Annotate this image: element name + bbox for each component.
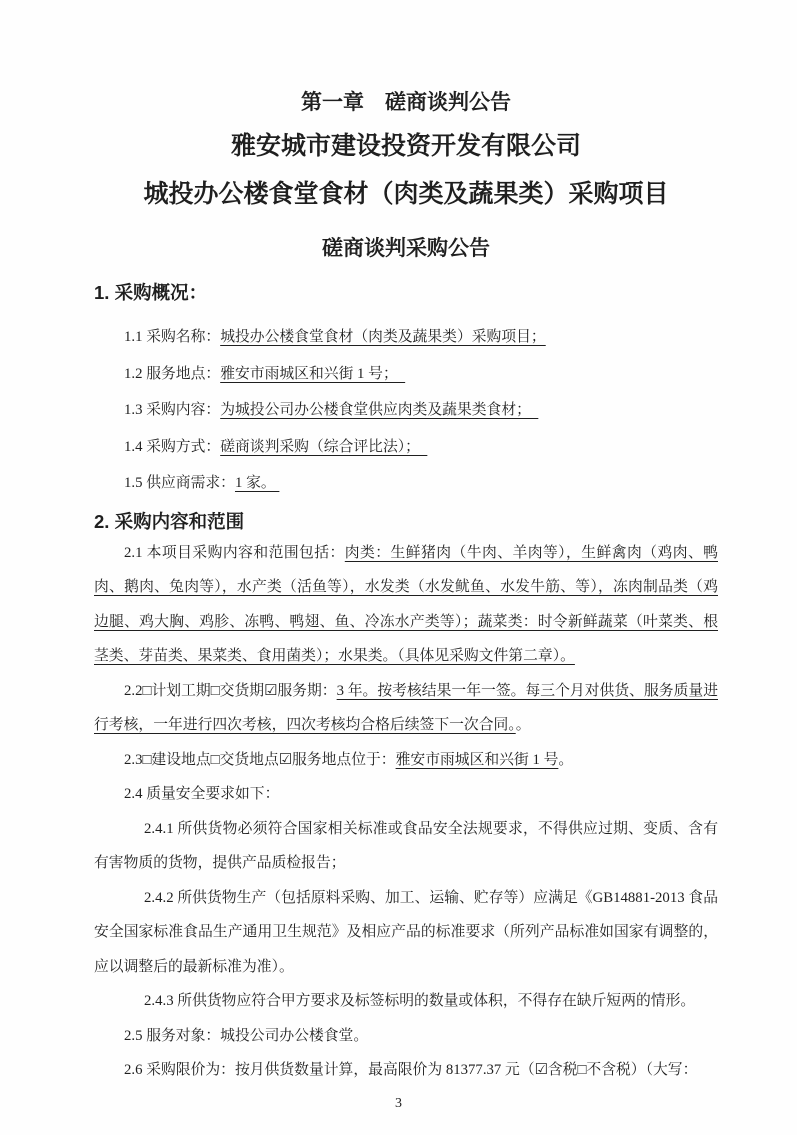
overview-item-service-location xyxy=(94,356,718,393)
overview-item-supplier-demand xyxy=(94,465,718,502)
overview-item-purchase-name xyxy=(94,319,718,356)
item-label: 1.1 采购名称： xyxy=(124,329,221,345)
paragraph-label-with-checkboxes: 2.3□建设地点□交货地点☑服务地点位于： xyxy=(124,751,396,768)
paragraph-suffix: 。 xyxy=(515,717,531,733)
paragraph-value-underlined: 肉类：生鲜猪肉（牛肉、羊肉等），生鲜禽肉（鸡肉、鸭肉、鹅肉、兔肉等），水产类（活鱼等），水发类（水发鱿鱼、水发牛筋、等），冻肉制品类（鸡边腿、鸡大胸、鸡胗、冻鸭、鸭翅、鱼、冷冻水产类等）；蔬菜类：时令新鲜蔬菜（叶菜类、根茎类、芽苗类、果菜类、食用菌类）；水果类。（具体见采购文件第二章）。 xyxy=(94,544,718,664)
item-value-underlined: 磋商谈判采购（综合评比法）； xyxy=(220,438,428,455)
item-value-underlined: 1 家。 xyxy=(234,475,280,491)
item-value-underlined: 雅安市雨城区和兴街 1 号； xyxy=(220,365,406,382)
paragraph-2-4-1: 2.4.1 所供货物必须符合国家相关标准或食品安全法规要求，不得供应过期、变质、含有有害物质的货物，提供产品质检报告； xyxy=(94,820,718,871)
section-2-heading: 2. 采购内容和范围 xyxy=(94,510,245,532)
item-value-underlined: 城投办公楼食堂食材（肉类及蔬果类）采购项目； xyxy=(220,329,546,345)
paragraph-2-6-with-checkboxes: 2.6 采购限价为：按月供货数量计算，最高限价为 81377.37 元（☑含税□不含税）（大写： xyxy=(124,1062,698,1078)
page-number: 3 xyxy=(395,1096,402,1111)
paragraph-2-4-3: 2.4.3 所供货物应符合甲方要求及标签标明的数量或体积，不得存在缺斤短两的情形。 xyxy=(144,993,696,1009)
item-value-underlined: 为城投公司办公楼食堂供应肉类及蔬果类食材； xyxy=(220,402,539,418)
paragraph-2-4-2: 2.4.2 所供货物生产（包括原料采购、加工、运输、贮存等）应满足《GB14881-2013 食品安全国家标准食品生产通用卫生规范》及相应产品的标准要求（所列产品标准如国家有调整的，应以调整后的最新标准为准）。 xyxy=(94,889,718,975)
paragraph-2-1 xyxy=(94,536,718,674)
title-project: 城投办公楼食堂食材（肉类及蔬果类）采购项目 xyxy=(143,181,669,208)
title-notice: 磋商谈判采购公告 xyxy=(322,236,490,260)
item-label: 1.4 采购方式： xyxy=(124,438,221,455)
paragraph-2-2 xyxy=(94,674,718,743)
paragraph-label-with-checkboxes: 2.2□计划工期□交货期☑服务期： xyxy=(124,682,337,699)
paragraph-label: 2.1 本项目采购内容和范围包括： xyxy=(124,544,345,561)
overview-item-purchase-method xyxy=(94,429,718,466)
overview-item-purchase-content xyxy=(94,392,718,429)
paragraph-value-underlined: 雅安市雨城区和兴街 1 号 xyxy=(395,751,559,768)
paragraph-2-3 xyxy=(94,743,718,778)
item-label: 1.5 供应商需求： xyxy=(124,475,235,491)
paragraph-2-4: 2.4 质量安全要求如下： xyxy=(124,786,280,802)
title-block xyxy=(94,0,718,263)
paragraph-value-underlined: 3 年。按考核结果一年一签。每三个月对供货、服务质量进行考核，一年进行四次考核，四次考核均合格后续签下一次合同。 xyxy=(94,682,718,733)
section-1-overview-list xyxy=(94,319,718,502)
title-company: 雅安城市建设投资开发有限公司 xyxy=(230,133,581,160)
paragraph-2-5: 2.5 服务对象：城投公司办公楼食堂。 xyxy=(124,1027,369,1044)
item-label: 1.2 服务地点： xyxy=(124,365,221,382)
item-label: 1.3 采购内容： xyxy=(124,402,221,418)
paragraph-suffix: 。 xyxy=(558,751,574,768)
title-chapter: 第一章 磋商谈判公告 xyxy=(301,91,511,114)
section-1-heading: 1. 采购概况： xyxy=(94,282,208,303)
